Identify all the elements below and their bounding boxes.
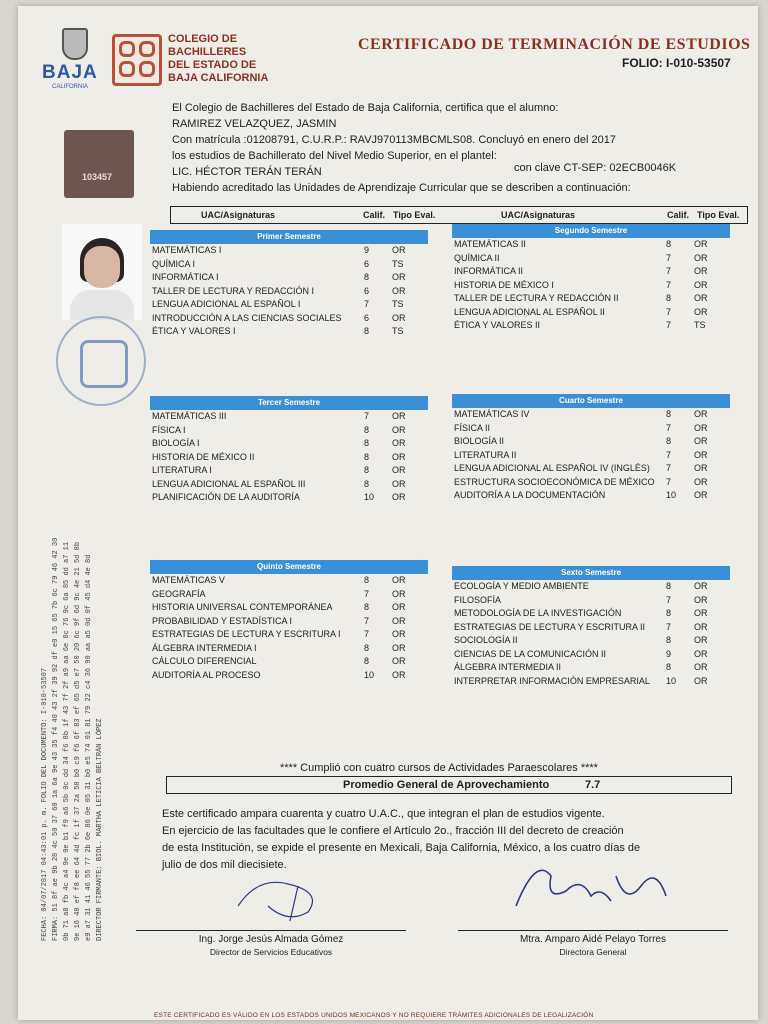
semester-block: [452, 224, 730, 333]
table-row: [150, 478, 428, 492]
table-row: [150, 298, 428, 312]
student-photo: [62, 224, 142, 320]
evaluation-type: OR: [694, 306, 708, 317]
subject-name: PLANIFICACIÓN DE LA AUDITORÍA: [152, 492, 300, 502]
subject-name: AUDITORÍA A LA DOCUMENTACIÓN: [454, 490, 606, 500]
subject-name: ESTRUCTURA SOCIOECONÓMICA DE MÉXICO: [454, 476, 655, 487]
table-row: [150, 642, 428, 656]
table-row: [150, 669, 428, 683]
evaluation-type: OR: [694, 594, 708, 605]
evaluation-type: OR: [694, 648, 708, 659]
grade-value: 6: [364, 312, 370, 323]
subject-name: PROBABILIDAD Y ESTADÍSTICA I: [152, 615, 293, 626]
evaluation-type: TS: [392, 258, 404, 269]
subject-name: QUÍMICA II: [454, 252, 500, 263]
subject-name: ECOLOGÍA Y MEDIO AMBIENTE: [454, 581, 589, 591]
evaluation-type: OR: [694, 476, 708, 487]
evaluation-type: OR: [694, 422, 708, 433]
evaluation-type: OR: [392, 629, 406, 639]
subject-name: MATEMÁTICAS I: [152, 245, 222, 255]
evaluation-type: OR: [392, 602, 406, 612]
table-row: [452, 319, 730, 333]
table-row: [452, 648, 730, 662]
grade-value: 8: [364, 602, 370, 612]
table-row: [452, 621, 730, 635]
evaluation-type: OR: [694, 436, 708, 446]
grade-value: 10: [666, 675, 677, 686]
evaluation-type: OR: [694, 608, 708, 618]
semester-block: [452, 566, 730, 688]
subject-name: METODOLOGÍA DE LA INVESTIGACIÓN: [454, 608, 622, 618]
grade-value: 8: [666, 662, 672, 672]
evaluation-type: OR: [392, 615, 406, 626]
evaluation-type: OR: [392, 656, 406, 666]
grade-value: 8: [364, 326, 370, 336]
table-row: [150, 615, 428, 629]
grade-value: 8: [364, 575, 370, 585]
table-row: [150, 491, 428, 505]
grade-value: 7: [666, 422, 672, 433]
subject-name: LENGUA ADICIONAL AL ESPAÑOL III: [152, 478, 306, 489]
grade-value: 10: [364, 492, 375, 502]
semester-title: Quinto Semestre: [150, 560, 428, 574]
subject-name: INTRODUCCIÓN A LAS CIENCIAS SOCIALES: [152, 312, 342, 323]
intro-line: Habiendo acreditado las Unidades de Aprendizaje Curricular que se describen a continuación:: [172, 182, 631, 194]
table-row: [150, 285, 428, 299]
table-row: [150, 244, 428, 258]
grade-value: 8: [666, 635, 672, 645]
cobach-logo-icon: [112, 34, 162, 86]
signer-1-role: Director de Servicios Educativos: [209, 947, 333, 957]
evaluation-type: OR: [694, 581, 708, 591]
signer-1-name: Ing. Jorge Jesús Almada Gómez: [198, 934, 344, 945]
subject-name: HISTORIA DE MÉXICO II: [152, 451, 255, 462]
subject-name: HISTORIA DE MÉXICO I: [454, 279, 554, 290]
grade-value: 7: [364, 629, 370, 639]
table-row: [150, 574, 428, 588]
evaluation-type: OR: [392, 669, 406, 680]
student-info: [172, 100, 732, 196]
table-row: [150, 437, 428, 451]
baja-logo-sub: CALIFORNIA: [52, 84, 89, 90]
table-row: [150, 312, 428, 326]
semester-block: [150, 560, 428, 682]
evaluation-type: OR: [392, 588, 406, 599]
evaluation-type: OR: [694, 621, 708, 632]
table-row: [150, 655, 428, 669]
grade-value: 7: [666, 306, 672, 317]
grade-value: 8: [364, 451, 370, 462]
subject-name: MATEMÁTICAS IV: [454, 409, 530, 419]
stamp-number: 103457: [82, 172, 113, 182]
signature-line-2: [458, 930, 728, 931]
table-row: [150, 424, 428, 438]
grade-value: 8: [364, 272, 370, 282]
grade-value: 7: [364, 615, 370, 626]
evaluation-type: OR: [694, 490, 708, 500]
table-row: [452, 279, 730, 293]
average-value: 7.7: [585, 779, 601, 791]
certificate-title: CERTIFICADO DE TERMINACIÓN DE ESTUDIOS: [358, 36, 751, 53]
table-row: [452, 462, 730, 476]
semester-block: [150, 230, 428, 339]
evaluation-type: TS: [694, 320, 706, 330]
grade-value: 7: [666, 320, 672, 330]
evaluation-type: OR: [392, 245, 406, 255]
semester-title: Tercer Semestre: [150, 396, 428, 410]
grade-value: 7: [666, 476, 672, 487]
evaluation-type: OR: [694, 635, 708, 645]
table-row: [452, 306, 730, 320]
subject-name: LENGUA ADICIONAL AL ESPAÑOL I: [152, 299, 301, 309]
evaluation-type: OR: [694, 266, 708, 276]
table-row: [150, 410, 428, 424]
evaluation-type: OR: [392, 411, 406, 421]
grade-value: 10: [666, 490, 677, 500]
subject-name: FÍSICA II: [454, 422, 491, 433]
grade-value: 8: [364, 438, 370, 448]
subject-name: MATEMÁTICAS II: [454, 239, 526, 249]
grade-value: 8: [666, 581, 672, 591]
certificate-page: [18, 6, 758, 1020]
evaluation-type: OR: [392, 492, 406, 502]
subject-name: CÁLCULO DIFERENCIAL: [152, 656, 257, 666]
college-name: COLEGIO DE BACHILLERES DEL ESTADO DE BAJA CALIFORNIA: [168, 33, 269, 84]
grade-value: 9: [666, 648, 672, 659]
subject-name: TALLER DE LECTURA Y REDACCIÓN I: [152, 285, 315, 296]
table-row: [452, 449, 730, 463]
grade-value: 7: [364, 588, 370, 599]
baja-logo-text: BAJA: [42, 62, 98, 83]
subject-name: BIOLOGÍA I: [152, 438, 200, 448]
paraescolares-note: **** Cumplió con cuatro cursos de Actividades Paraescolares ****: [280, 762, 598, 774]
grade-value: 8: [666, 608, 672, 618]
intro-line: los estudios de Bachillerato del Nivel Medio Superior, en el plantel:: [172, 150, 497, 162]
folio-number: FOLIO: I-010-53507: [622, 56, 731, 70]
subject-name: LENGUA ADICIONAL AL ESPAÑOL IV (INGLÉS): [454, 463, 650, 473]
student-id-line: Con matrícula :01208791, C.U.R.P.: RAVJ970113MBCMLS08. Concluyó en enero del 2017: [172, 134, 616, 146]
evaluation-type: OR: [392, 465, 406, 475]
evaluation-type: TS: [392, 326, 404, 336]
grade-value: 7: [364, 299, 370, 309]
table-row: [150, 464, 428, 478]
table-row: [150, 588, 428, 602]
subject-name: CIENCIAS DE LA COMUNICACIÓN II: [454, 648, 607, 659]
campus-name: LIC. HÉCTOR TERÁN TERÁN: [172, 166, 322, 178]
signature-line-1: [136, 930, 406, 931]
semester-title: Cuarto Semestre: [452, 394, 730, 408]
grade-value: 6: [364, 285, 370, 296]
closing-text: Este certificado ampara cuarenta y cuatro U.A.C., que integran el plan de estudios vigente. En ejercicio de las facultades que le confiere el Artículo 2o., fracción III del decreto de creación de esta Institución, se expide el presente en Mexicali, Baja California, México, a los cuatro días de julio de dos mil diecisiete.: [162, 808, 641, 871]
subject-name: ESTRATEGIAS DE LECTURA Y ESCRITURA II: [454, 621, 646, 632]
subject-name: LENGUA ADICIONAL AL ESPAÑOL II: [454, 306, 605, 317]
grade-value: 7: [666, 621, 672, 632]
table-row: [452, 476, 730, 490]
student-name: RAMIREZ VELAZQUEZ, JASMIN: [172, 118, 337, 130]
evaluation-type: OR: [694, 239, 708, 249]
evaluation-type: OR: [694, 252, 708, 263]
grade-value: 7: [666, 266, 672, 276]
grade-value: 8: [364, 642, 370, 653]
table-row: [452, 265, 730, 279]
grade-value: 7: [666, 463, 672, 473]
digital-signature-block: FECHA: 04/07/2017 04:43:01 p. m. FOLIO DEL DOCUMENTO: I-010-53507 FIRMA: 51 8f ae 9b 28 4c 50 37 60 1a 6a 9e 43 35 f4 40 43 2f 39 92 df e0 15 65 7b 6c 79 46 42 30 0b 71 a8 fb 4c a4 9e 0e b1 f9 a6 5b 0c dd 34 f6 8b 1f 43 7f 2f a9 aa 6e 8c 76 9c 6a 85 dd a7 11 9e 16 48 ef f8 ee 64 4d fc 1f 37 2a 58 b0 c9 f6 6f 83 ef 65 d5 e7 50 20 6c 9f 6d 9c 4e 21 5d 8b e9 a7 31 41 46 55 77 2b 6e 86 0e 05 31 b0 e5 74 01 81 79 22 c4 36 90 aa a5 0d 0f 45 d4 4e 8d DIRECTOR FIRMANTE: BIOL. MARTHA LETICIA BELTRÁN LÓPEZ: [41, 537, 104, 941]
grade-value: 8: [666, 239, 672, 249]
subject-name: GEOGRAFÍA: [152, 588, 206, 599]
subject-name: ÉTICA Y VALORES I: [152, 326, 236, 336]
table-row: [150, 451, 428, 465]
table-row: [150, 628, 428, 642]
grade-value: 8: [364, 465, 370, 475]
table-row: [452, 238, 730, 252]
evaluation-type: OR: [392, 312, 406, 323]
semester-title: Primer Semestre: [150, 230, 428, 244]
table-row: [452, 408, 730, 422]
evaluation-type: OR: [694, 293, 708, 303]
table-row: [150, 601, 428, 615]
official-seal-icon: [56, 316, 146, 406]
semester-block: [150, 396, 428, 505]
grade-value: 8: [364, 478, 370, 489]
table-header: UAC/Asignaturas Calif. Tipo Eval. UAC/Asignaturas Calif. Tipo Eval.: [170, 206, 748, 224]
subject-name: FÍSICA I: [152, 424, 186, 435]
evaluation-type: OR: [694, 662, 708, 672]
grade-value: 7: [666, 279, 672, 290]
table-row: [452, 634, 730, 648]
subject-name: LITERATURA II: [454, 449, 517, 460]
evaluation-type: OR: [392, 438, 406, 448]
campus-code: con clave CT-SEP: 02ECB0046K: [514, 162, 677, 174]
table-row: [452, 252, 730, 266]
signer-2-name: Mtra. Amparo Aidé Pelayo Torres: [520, 934, 666, 945]
subject-name: ÁLGEBRA INTERMEDIA I: [152, 642, 257, 653]
subject-name: MATEMÁTICAS III: [152, 411, 227, 421]
evaluation-type: OR: [694, 449, 708, 460]
subject-name: LITERATURA I: [152, 465, 212, 475]
table-row: [452, 607, 730, 621]
grade-value: 8: [666, 293, 672, 303]
subject-name: ÁLGEBRA INTERMEDIA II: [454, 662, 562, 672]
evaluation-type: OR: [392, 642, 406, 653]
subject-name: BIOLOGÍA II: [454, 436, 505, 446]
table-row: [452, 580, 730, 594]
subject-name: SOCIOLOGÍA II: [454, 635, 518, 645]
legal-footer: ESTE CERTIFICADO ES VÁLIDO EN LOS ESTADOS UNIDOS MEXICANOS Y NO REQUIERE TRÁMITES ADICIONALES DE LEGALIZACIÓN: [154, 1012, 594, 1019]
intro-line: El Colegio de Bachilleres del Estado de Baja California, certifica que el alumno:: [172, 102, 559, 114]
semester-title: Sexto Semestre: [452, 566, 730, 580]
hologram-stamp: [64, 130, 134, 198]
subject-name: INFORMÁTICA I: [152, 272, 219, 282]
state-shield-icon: [62, 28, 88, 60]
grade-value: 10: [364, 669, 375, 680]
subject-name: ÉTICA Y VALORES II: [454, 320, 541, 330]
evaluation-type: OR: [694, 463, 708, 473]
signature-2-icon: [506, 846, 686, 926]
table-row: [452, 594, 730, 608]
evaluation-type: TS: [392, 299, 404, 309]
evaluation-type: OR: [392, 272, 406, 282]
table-row: [150, 271, 428, 285]
subject-name: TALLER DE LECTURA Y REDACCIÓN II: [454, 293, 619, 303]
evaluation-type: OR: [694, 409, 708, 419]
grade-value: 7: [666, 449, 672, 460]
table-row: [452, 661, 730, 675]
table-row: [452, 422, 730, 436]
evaluation-type: OR: [392, 285, 406, 296]
evaluation-type: OR: [694, 279, 708, 290]
subject-name: HISTORIA UNIVERSAL CONTEMPORÁNEA: [152, 602, 333, 612]
evaluation-type: OR: [392, 575, 406, 585]
subject-name: INTERPRETAR INFORMACIÓN EMPRESARIAL: [454, 675, 650, 686]
table-row: [150, 325, 428, 339]
table-row: [452, 292, 730, 306]
grade-value: 7: [666, 594, 672, 605]
grade-value: 9: [364, 245, 370, 255]
table-row: [452, 489, 730, 503]
grade-value: 6: [364, 258, 370, 269]
signature-1-icon: [228, 866, 338, 926]
subject-name: INFORMÁTICA II: [454, 266, 524, 276]
semester-block: [452, 394, 730, 503]
general-average: [166, 776, 732, 794]
evaluation-type: OR: [694, 675, 708, 686]
evaluation-type: OR: [392, 478, 406, 489]
subject-name: FILOSOFÍA: [454, 594, 502, 605]
baja-california-logo: [42, 28, 106, 94]
evaluation-type: OR: [392, 424, 406, 435]
grade-value: 8: [364, 424, 370, 435]
average-label: Promedio General de Aprovechamiento: [343, 779, 550, 791]
table-row: [452, 675, 730, 689]
subject-name: ESTRATEGIAS DE LECTURA Y ESCRITURA I: [152, 629, 341, 639]
grade-value: 7: [364, 411, 370, 421]
grade-value: 8: [364, 656, 370, 666]
subject-name: AUDITORÍA AL PROCESO: [152, 669, 261, 680]
grade-value: 8: [666, 436, 672, 446]
signer-2-role: Directora General: [559, 947, 627, 957]
grade-value: 8: [666, 409, 672, 419]
evaluation-type: OR: [392, 451, 406, 462]
grade-value: 7: [666, 252, 672, 263]
subject-name: QUÍMICA I: [152, 258, 196, 269]
table-row: [150, 258, 428, 272]
semester-title: Segundo Semestre: [452, 224, 730, 238]
table-row: [452, 435, 730, 449]
subject-name: MATEMÁTICAS V: [152, 575, 225, 585]
